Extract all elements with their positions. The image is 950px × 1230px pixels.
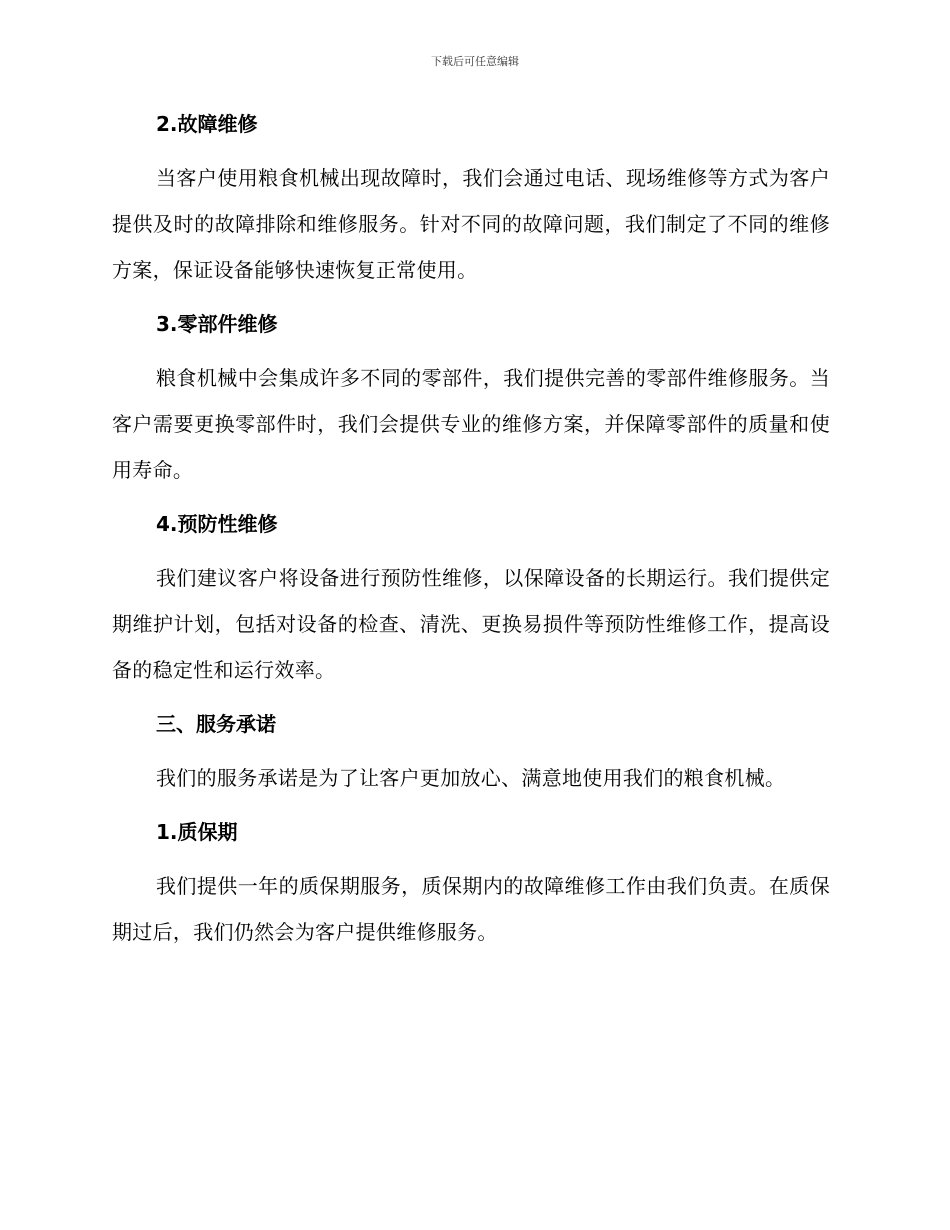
document-body xyxy=(112,110,830,972)
paragraph-fault-repair: 当客户使用粮食机械出现故障时，我们会通过电话、现场维修等方式为客户提供及时的故障排除和维修服务。针对不同的故障问题，我们制定了不同的维修方案，保证设备能够快速恢复正常使用。 xyxy=(112,166,830,282)
paragraph-preventive-maintenance: 我们建议客户将设备进行预防性维修，以保障设备的长期运行。我们提供定期维护计划，包括对设备的检查、清洗、更换易损件等预防性维修工作，提高设备的稳定性和运行效率。 xyxy=(112,566,830,682)
paragraph-service-commitment: 我们的服务承诺是为了让客户更加放心、满意地使用我们的粮食机械。 xyxy=(156,766,786,790)
section-heading-warranty: 1.质保期 xyxy=(156,820,238,844)
section-heading-service-commitment: 三、服务承诺 xyxy=(156,712,276,736)
section-heading-preventive-maintenance: 4.预防性维修 xyxy=(156,512,278,536)
page-header: 下载后可任意编辑 xyxy=(431,55,519,68)
section-heading-fault-repair: 2.故障维修 xyxy=(156,112,258,136)
paragraph-warranty: 我们提供一年的质保期服务，质保期内的故障维修工作由我们负责。在质保期过后，我们仍然会为客户提供维修服务。 xyxy=(112,874,830,944)
section-heading-parts-repair: 3.零部件维修 xyxy=(156,312,278,336)
paragraph-parts-repair: 粮食机械中会集成许多不同的零部件，我们提供完善的零部件维修服务。当客户需要更换零部件时，我们会提供专业的维修方案，并保障零部件的质量和使用寿命。 xyxy=(112,366,830,482)
